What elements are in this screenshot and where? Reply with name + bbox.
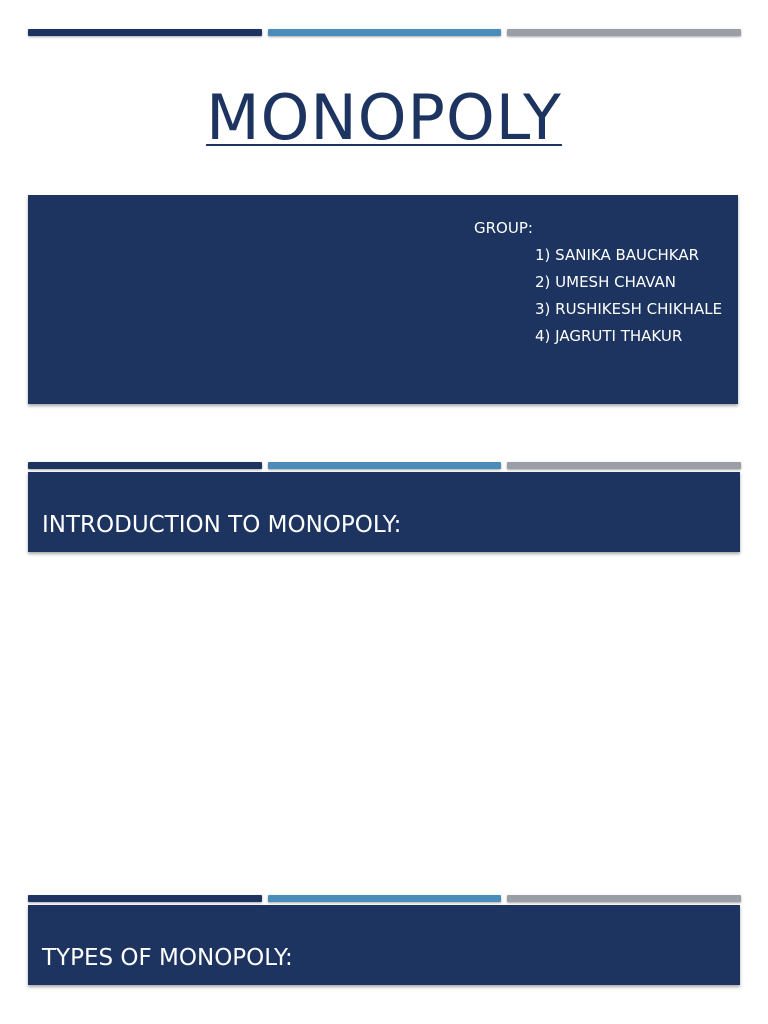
group-panel [28, 195, 738, 404]
types-heading: TYPES OF MONOPOLY: [42, 945, 293, 971]
accent-stripes-slide-3 [28, 895, 741, 902]
group-member: 1) SANIKA BAUCHKAR [535, 246, 700, 264]
slide-title [0, 78, 768, 158]
accent-stripe-navy [28, 29, 262, 36]
group-heading: GROUP: [474, 219, 533, 237]
accent-stripe-blue [268, 895, 502, 902]
slide-title-text: MONOPOLY [206, 81, 562, 154]
accent-stripe-gray [507, 462, 741, 469]
accent-stripe-navy [28, 462, 262, 469]
intro-header-panel [28, 472, 740, 552]
group-list [474, 219, 724, 354]
accent-stripe-blue [268, 462, 502, 469]
types-header-panel [28, 905, 740, 985]
intro-heading: INTRODUCTION TO MONOPOLY: [42, 512, 402, 538]
accent-stripe-gray [507, 29, 741, 36]
accent-stripes-slide-2 [28, 462, 741, 469]
accent-stripe-navy [28, 895, 262, 902]
accent-stripes-top [28, 29, 741, 36]
group-member: 4) JAGRUTI THAKUR [535, 327, 683, 345]
accent-stripe-blue [268, 29, 502, 36]
accent-stripe-gray [507, 895, 741, 902]
group-member: 3) RUSHIKESH CHIKHALE [535, 300, 723, 318]
group-member: 2) UMESH CHAVAN [535, 273, 676, 291]
